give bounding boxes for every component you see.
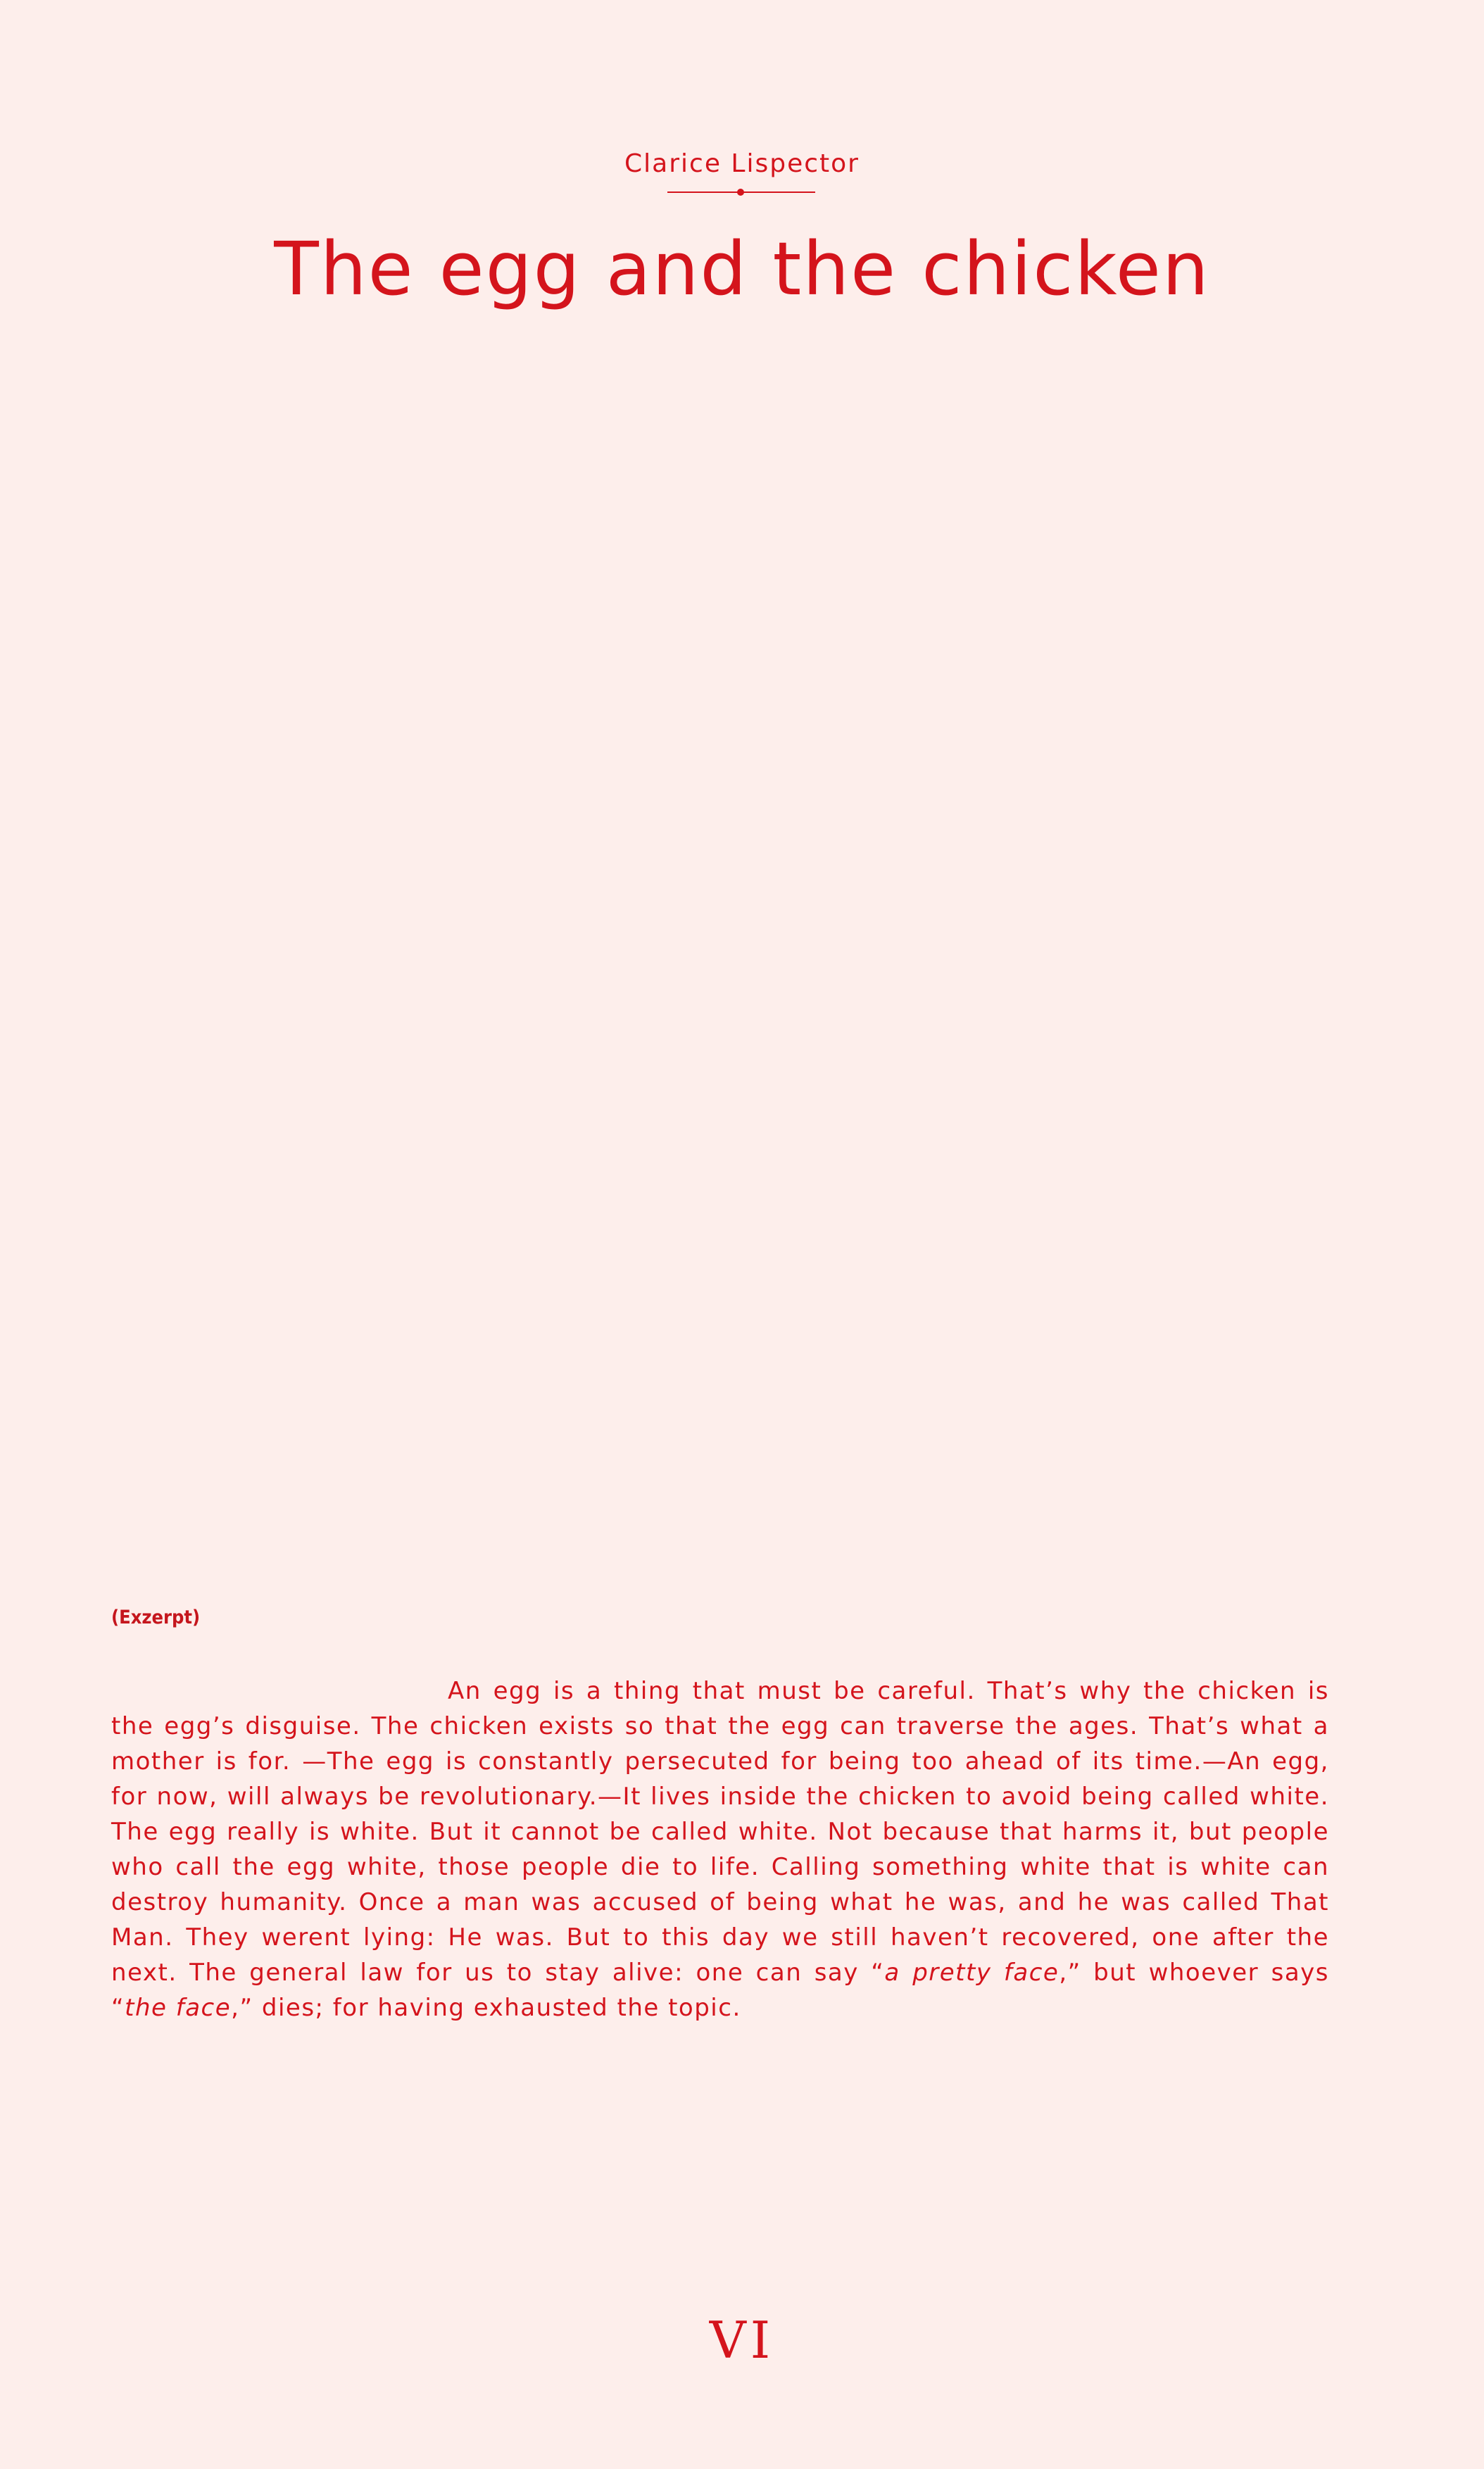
body-italic-pretty-face: a pretty face <box>884 1959 1059 1987</box>
body-italic-the-face: the face <box>125 1994 232 2022</box>
body-text-part-3: ,” dies; for having exhausted the topic. <box>231 1994 741 2022</box>
body-text-part-1: An egg is a thing that must be careful. That’s why the chicken is the egg’s disguise. The chicken exists so that the egg can traverse the ages. That’s what a mother is for. —The egg is constantly persecuted for being too ahead of its time.—An egg, for now, will always be revolutionary.—It lives inside the chicken to avoid being called white. The egg really is white. But it cannot be called white. Not because that harms it, but people who call the egg white, those people die to life. Calling something white that is white can destroy humanity. Once a man was accused of being what he was, and he was called That Man. They werent lying: He was. But to this day we still haven’t recovered, one after the next. The general law for us to stay alive: one can say “ <box>111 1677 1329 1987</box>
body-paragraph <box>111 1673 1329 2025</box>
divider-ornament-dot <box>737 189 744 196</box>
author-name: Clarice Lispector <box>624 149 860 178</box>
excerpt-label: (Exzerpt) <box>111 1607 201 1628</box>
page-title: The egg and the chicken <box>274 226 1210 312</box>
page-number: VI <box>709 2311 775 2370</box>
body-text-part-2: ,” but whoever says “ <box>111 1959 1329 2022</box>
